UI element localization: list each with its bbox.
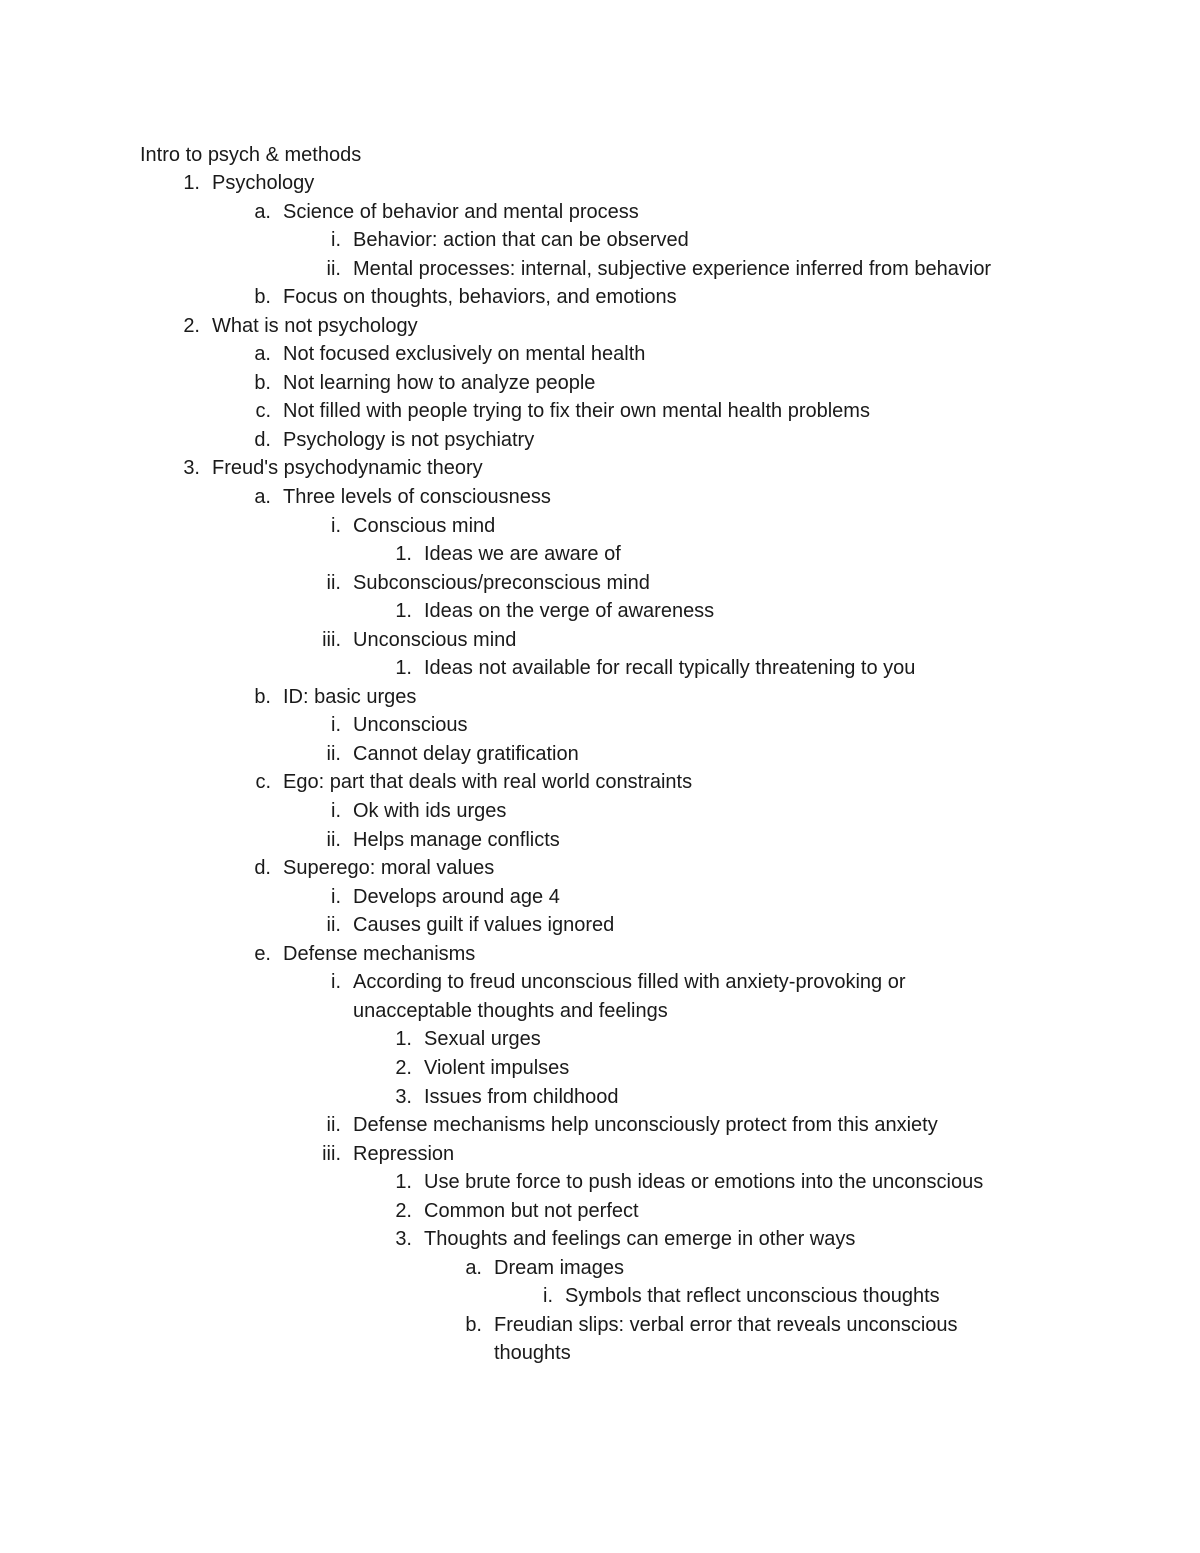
list-marker: 3. [183, 457, 200, 480]
outline-item [331, 512, 1200, 541]
list-marker: i. [331, 971, 341, 994]
outline-item-text: Develops around age 4 [353, 885, 560, 908]
list-marker: 3. [395, 1228, 412, 1251]
outline-item-text: Psychology [212, 172, 315, 194]
document-title: Intro to psych & methods [140, 144, 362, 166]
outline-item [326, 826, 1200, 855]
outline-item [395, 1225, 1200, 1254]
outline-list [0, 169, 1200, 1368]
outline-item [331, 883, 1200, 912]
outline-item-text: Mental processes: internal, subjective experience inferred from behavior [353, 257, 992, 280]
outline-item [326, 740, 1200, 769]
list-marker: d. [254, 428, 271, 451]
list-marker: b. [254, 371, 271, 394]
outline-item-text: Dream images [494, 1256, 625, 1279]
outline-item [465, 1254, 1200, 1283]
outline-item-text: Psychology is not psychiatry [283, 428, 535, 451]
list-marker: i. [331, 229, 341, 252]
outline-item-text: Defense mechanisms [283, 942, 476, 965]
list-marker: a. [465, 1256, 482, 1279]
outline-item-text: Freud's psychodynamic theory [212, 457, 483, 480]
outline-item [395, 654, 1200, 683]
list-marker: b. [465, 1313, 482, 1336]
outline-item-text: Ideas on the verge of awareness [424, 600, 715, 623]
outline-item [326, 911, 1200, 940]
outline-item [254, 940, 1200, 969]
list-marker: 1. [183, 172, 200, 194]
list-marker: b. [254, 286, 271, 309]
list-marker: 2. [395, 1056, 412, 1079]
outline-item-text: Superego: moral values [283, 857, 495, 880]
outline-item-text: Use brute force to push ideas or emotions into the unconscious [424, 1171, 984, 1194]
outline-item [395, 1025, 1200, 1054]
outline-item [395, 1197, 1200, 1226]
list-marker: 1. [395, 657, 412, 680]
outline-item-text: Violent impulses [424, 1056, 570, 1079]
outline-item [322, 1140, 1200, 1169]
outline-item-text: Three levels of consciousness [283, 486, 551, 509]
outline-item-text: Thoughts and feelings can emerge in other ways [424, 1228, 856, 1251]
outline-item-text: Subconscious/preconscious mind [353, 571, 650, 594]
list-marker: 2. [183, 314, 200, 337]
outline-item [254, 854, 1200, 883]
outline-item-text: Behavior: action that can be observed [353, 229, 689, 252]
outline-item-text: Cannot delay gratification [353, 742, 579, 765]
outline-item [331, 226, 1200, 255]
list-marker: 2. [395, 1199, 412, 1222]
outline-item [183, 312, 1200, 341]
outline-item-text: Symbols that reflect unconscious thoughts [565, 1285, 940, 1308]
outline-item-text: What is not psychology [212, 314, 418, 337]
list-marker: e. [254, 942, 271, 965]
outline-item [331, 797, 1200, 826]
outline-item-text: Ideas not available for recall typically threatening to you [424, 657, 916, 680]
list-marker: i. [331, 514, 341, 537]
outline-item [326, 1111, 1200, 1140]
outline-item [254, 340, 1200, 369]
outline-item [254, 198, 1200, 227]
outline-item-text: Ok with ids urges [353, 800, 507, 823]
outline-item-text: Ideas we are aware of [424, 543, 621, 566]
outline-item [322, 626, 1200, 655]
list-marker: ii. [326, 1114, 341, 1137]
outline-item-text: Ego: part that deals with real world constraints [283, 771, 693, 794]
outline-item-text: Not learning how to analyze people [283, 371, 596, 394]
outline-item [331, 968, 973, 1025]
outline-item [395, 1054, 1200, 1083]
outline-item-text: Not filled with people trying to fix their own mental health problems [283, 400, 870, 423]
list-marker: i. [331, 714, 341, 737]
list-marker: ii. [326, 257, 341, 280]
list-marker: a. [254, 343, 271, 366]
outline-item [465, 1311, 1014, 1368]
list-marker: 1. [395, 1028, 412, 1051]
outline-item-text: Unconscious mind [353, 628, 517, 651]
list-marker: b. [254, 685, 271, 708]
list-marker: ii. [326, 742, 341, 765]
outline-item [254, 683, 1200, 712]
outline-item [395, 1083, 1200, 1112]
list-marker: d. [254, 857, 271, 880]
outline-item-text: Issues from childhood [424, 1085, 619, 1108]
list-marker: i. [331, 800, 341, 823]
list-marker: a. [254, 200, 271, 223]
list-marker: 1. [395, 1171, 412, 1194]
outline-item [543, 1282, 1200, 1311]
outline-item [395, 597, 1200, 626]
outline-item-text: Unconscious [353, 714, 468, 737]
outline-item-text: Freudian slips: verbal error that reveals unconscious thoughts [494, 1313, 958, 1365]
outline-item-text: Sexual urges [424, 1028, 541, 1051]
list-marker: iii. [322, 1142, 341, 1165]
outline-item-text: Causes guilt if values ignored [353, 914, 615, 937]
list-marker: ii. [326, 828, 341, 851]
outline-item-text: Common but not perfect [424, 1199, 639, 1222]
outline-item-text: According to freud unconscious filled with anxiety-provoking or unacceptable thoughts and feelings [353, 971, 906, 1022]
outline-item [395, 540, 1200, 569]
outline-item-text: Helps manage conflicts [353, 828, 560, 851]
outline-item-text: Focus on thoughts, behaviors, and emotions [283, 286, 677, 309]
list-marker: 1. [395, 543, 412, 566]
outline-item-text: Defense mechanisms help unconsciously protect from this anxiety [353, 1114, 938, 1137]
outline-item-text: Conscious mind [353, 514, 496, 537]
outline-item [395, 1168, 1200, 1197]
list-marker: c. [255, 771, 271, 794]
list-marker: 3. [395, 1085, 412, 1108]
list-marker: ii. [326, 571, 341, 594]
list-marker: 1. [395, 600, 412, 623]
list-marker: i. [331, 885, 341, 908]
list-marker: c. [255, 400, 271, 423]
list-marker: a. [254, 486, 271, 509]
outline-item [254, 369, 1200, 398]
outline-item [326, 569, 1200, 598]
outline-item [254, 426, 1200, 455]
outline-item-text: Not focused exclusively on mental health [283, 343, 646, 366]
outline-item-text: ID: basic urges [283, 685, 417, 708]
outline-item [254, 483, 1200, 512]
outline-item-text: Repression [353, 1142, 455, 1165]
outline-item [255, 768, 1200, 797]
list-marker: iii. [322, 628, 341, 651]
list-marker: ii. [326, 914, 341, 937]
outline-item [331, 711, 1200, 740]
outline-item [326, 255, 1200, 284]
outline-item [183, 454, 1200, 483]
outline-item-text: Science of behavior and mental process [283, 200, 639, 223]
outline-item [254, 283, 1200, 312]
outline-item [183, 169, 1200, 198]
outline-item [255, 397, 1200, 426]
list-marker: i. [543, 1285, 553, 1308]
